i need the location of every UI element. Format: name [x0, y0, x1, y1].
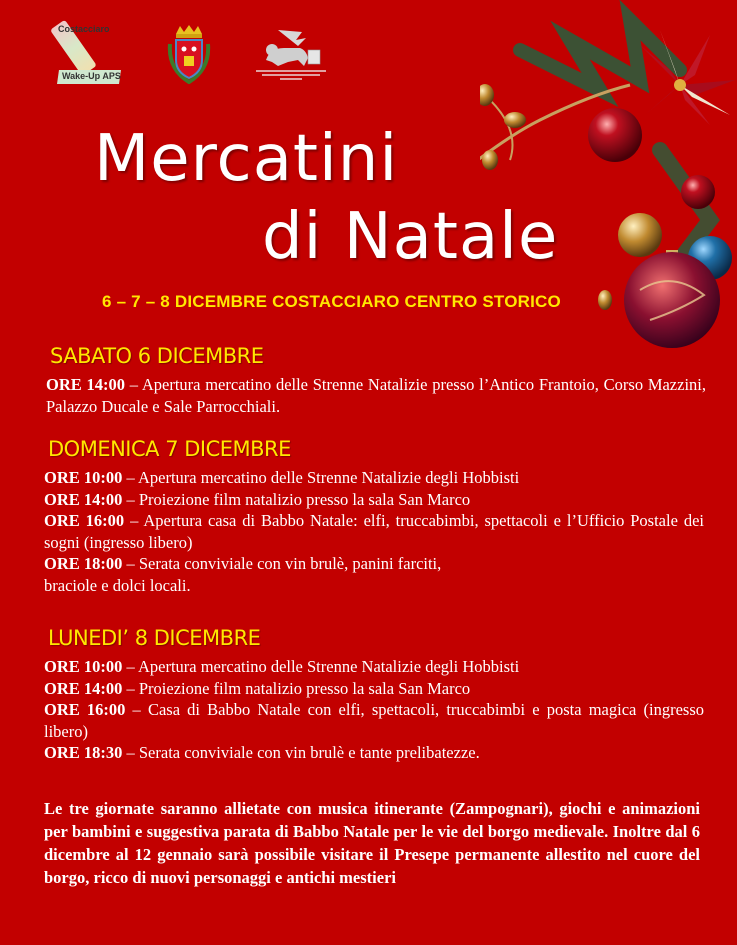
- wake-up-aps-logo: [44, 22, 124, 84]
- event-item: [44, 489, 704, 511]
- event-text: – Apertura mercatino delle Strenne Natalizie presso l’Antico Frantoio, Corso Mazzini, Palazzo Ducale e Sale Parrocchiali.: [46, 375, 706, 416]
- event-text: – Apertura mercatino delle Strenne Natalizie degli Hobbisti: [122, 468, 520, 487]
- logo-text-costacciaro: Costacciaro: [58, 24, 110, 34]
- event-item: [44, 553, 704, 575]
- event-item: [44, 467, 704, 489]
- title-line-1: Mercatini: [94, 122, 399, 196]
- event-item: [44, 678, 704, 700]
- lion-of-san-marco-icon: [248, 26, 334, 82]
- event-time: ORE 10:00: [44, 468, 123, 487]
- closing-paragraph: Le tre giornate saranno allietate con musica itinerante (Zampognari), giochi e animazioni per bambini e suggestiva parata di Babbo Natale per le vie del borgo medievale. Inoltre dal 6 dicembre al 12 gennaio sarà possibile visitare il Presepe permanente allestito nel cuore del borgo, ricco di nuovi personaggi e antichi mestieri: [44, 799, 700, 887]
- event-item-continuation: [44, 575, 704, 597]
- event-text: – Serata conviviale con vin brulè, panini farciti,: [122, 554, 442, 573]
- day-section-sunday: [44, 437, 704, 596]
- event-text: braciole e dolci locali.: [44, 575, 191, 595]
- event-time: ORE 16:00: [44, 511, 125, 530]
- event-time: ORE 16:00: [44, 700, 126, 719]
- title-line-2: di Natale: [262, 200, 559, 274]
- event-item: [44, 510, 704, 553]
- day-section-monday: [44, 626, 704, 764]
- dates-location-subtitle: 6 – 7 – 8 DICEMBRE COSTACCIARO CENTRO STORICO: [102, 292, 561, 311]
- event-time: ORE 18:00: [44, 554, 123, 573]
- event-time: ORE 14:00: [44, 489, 123, 509]
- event-item: [46, 374, 706, 417]
- event-item: [44, 742, 704, 764]
- event-text: – Apertura mercatino delle Strenne Natalizie degli Hobbisti: [122, 657, 520, 676]
- event-text: – Proiezione film natalizio presso la sala San Marco: [122, 489, 471, 509]
- municipal-crest-icon: [166, 24, 212, 84]
- event-text: – Casa di Babbo Natale con elfi, spettacoli, truccabimbi e posta magica (ingresso libero): [44, 700, 704, 741]
- event-item: [44, 699, 704, 742]
- event-time: ORE 10:00: [44, 657, 123, 676]
- event-time: ORE 14:00: [46, 375, 125, 394]
- day-heading: LUNEDI’ 8 DICEMBRE: [48, 626, 261, 650]
- event-item: [44, 656, 704, 678]
- day-heading: SABATO 6 DICEMBRE: [50, 344, 264, 368]
- day-heading: DOMENICA 7 DICEMBRE: [48, 437, 291, 461]
- logo-text-wakeup: Wake-Up APS: [62, 71, 121, 81]
- event-time: ORE 18:30: [44, 743, 123, 762]
- event-text: – Apertura casa di Babbo Natale: elfi, truccabimbi, spettacoli e l’Ufficio Postale dei sogni (ingresso libero): [44, 511, 705, 552]
- event-text: – Proiezione film natalizio presso la sala San Marco: [122, 678, 471, 698]
- event-time: ORE 14:00: [44, 678, 123, 698]
- day-section-saturday: [46, 344, 706, 417]
- event-text: – Serata conviviale con vin brulè e tante prelibatezze.: [122, 743, 480, 762]
